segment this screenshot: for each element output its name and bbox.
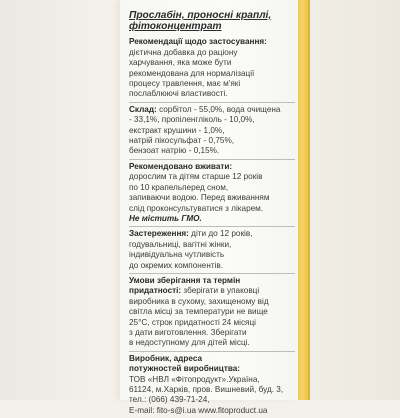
recommendations-line: дієтична добавка до раціону [129, 47, 238, 57]
recommendations-section [129, 35, 295, 101]
product-title [129, 10, 295, 32]
composition-section [129, 102, 295, 159]
storage-temperature: 25 [129, 317, 139, 327]
manufacturer-phone: тел.: (066) 439-71-24, [129, 395, 210, 405]
storage-heading: Умови зберігання та термін [129, 275, 241, 285]
composition-line: екстракт крушини - 1,0%, [129, 125, 225, 135]
product-title-line-2: фітоконцентрат [129, 21, 222, 33]
product-label [120, 0, 298, 415]
warnings-line: до окремих компонентів. [129, 260, 224, 270]
background-right [298, 0, 400, 400]
manufacturer-contacts: E-mail: fito-s@i.ua www.fitoproduct.ua [129, 405, 268, 415]
background-left [0, 0, 96, 400]
warnings-section [129, 226, 295, 273]
manufacturer-heading-2: потужностей виробництва: [129, 364, 241, 374]
storage-line: виробника в сухому, захищеному від [129, 296, 269, 306]
storage-text [129, 286, 295, 348]
recommendations-line: харчування, яка може бути [129, 58, 232, 68]
warnings-line: годувальниці, вагітні жінки, [129, 239, 232, 249]
gmo-free-note: Не містить ГМО. [129, 213, 202, 223]
recommendations-line: рекомендована для нормалізації [129, 68, 255, 78]
composition-line: сорбітол - 55,0%, вода очищена [156, 104, 281, 114]
usage-text [129, 172, 295, 214]
warnings-line: індивідуальна чутливість [129, 250, 225, 260]
composition-line: натрій пікосульфат - 0,75%, [129, 136, 235, 146]
storage-line: °С, строк придатності 24 місяці [138, 317, 256, 327]
manufacturer-text [129, 375, 295, 417]
composition-line: бензоат натрію - 0,15%. [129, 146, 220, 156]
usage-line: запиваючи водою. Перед вживанням [129, 193, 270, 203]
recommendations-line: процесу травлення, має м'які [129, 79, 241, 89]
storage-line: з дати виготовлення. Зберігати [129, 327, 247, 337]
usage-section [129, 159, 295, 226]
manufacturer-heading: Виробник, адреса [129, 353, 203, 363]
composition-heading: Склад: [129, 104, 157, 114]
product-title-line-1: Прослабін, проносні краплі, [129, 10, 272, 21]
warnings-line: діти до 12 років, [188, 229, 253, 239]
recommendations-text [129, 48, 295, 100]
storage-line: в недоступному для дітей місці. [129, 338, 250, 348]
warnings-text [129, 229, 295, 271]
storage-line: світла місці за температури не вище [129, 307, 268, 317]
warnings-heading: Застереження: [129, 229, 189, 239]
usage-heading: Рекомендовано вживати: [129, 161, 233, 171]
manufacturer-section [129, 351, 295, 418]
usage-line: слід проконсультуватися з лікарем. [129, 203, 264, 213]
composition-line: - 33,1%, пропіленгліколь - 10,0%, [129, 115, 255, 125]
manufacturer-name: ТОВ «НВЛ «Фітопродукт».Україна, [129, 374, 260, 384]
label-text-block [129, 10, 295, 418]
storage-heading-2: придатності: [129, 286, 182, 296]
composition-text [129, 105, 295, 157]
usage-line: дорослим та дітям старше 12 років [129, 172, 263, 182]
storage-section [129, 273, 295, 351]
usage-line: по 10 крапельперед сном, [129, 182, 229, 192]
recommendations-heading: Рекомендації щодо застосування: [129, 37, 267, 47]
recommendations-line: послаблюючі властивості. [129, 89, 228, 99]
manufacturer-address: 61124, м.Харків, пров. Вишневий, буд. 3, [129, 385, 284, 394]
storage-line: зберігати в упаковці [181, 286, 260, 296]
